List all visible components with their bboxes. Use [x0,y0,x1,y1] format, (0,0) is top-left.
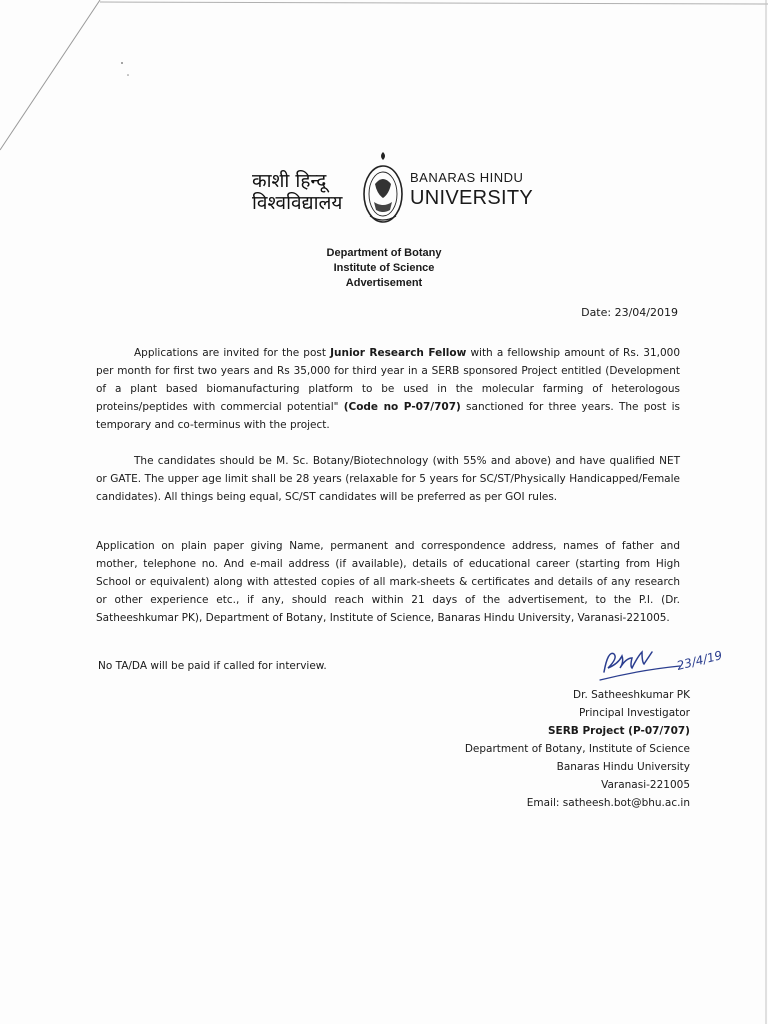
university-seal-icon [360,150,406,228]
para1-text-c: sanctioned for three years. The post is temporary and co-terminus with the project. [96,401,680,431]
paragraph-application [96,537,680,627]
signatory-university: Banaras Hindu University [556,761,690,773]
university-name-hindi [252,170,360,214]
hindi-name-line2: विश्वविद्यालय [252,192,343,214]
document-date: Date: 23/04/2019 [581,306,678,319]
paragraph-post-details [96,344,680,434]
signatory-email: Email: satheesh.bot@bhu.ac.in [526,797,690,809]
signatory-project: SERB Project (P-07/707) [547,725,690,737]
signatory-role: Principal Investigator [579,707,690,719]
department-heading: Department of Botany [326,247,442,259]
no-ta-da-note: No TA/DA will be paid if called for interview. [98,660,327,672]
para1-text-a: Applications are invited for the post [134,347,331,359]
english-name-line1: BANARAS HINDU [410,170,524,185]
para1-text-b: with a fellowship amount of Rs. 31,000 per month for first two years and Rs 35,000 for third year in a SERB sponsored Project entitled (Development of a plant based biomanufacturing platform to be used in the molecular farming of heterologous proteins/peptides with commercial potential" [96,347,681,413]
para2-text: The candidates should be M. Sc. Botany/Biotechnology (with 55% and above) and have qualified NET or GATE. The upper age limit shall be 28 years (relaxable for 5 years for SC/ST/Physically Handicapped/Female candidates). All things being equal, SC/ST candidates will be preferred as per GOI rules. [96,455,680,503]
paragraph-eligibility [96,452,680,506]
university-name-english [410,170,533,210]
university-letterhead [252,150,532,230]
english-name-line2: UNIVERSITY [410,187,534,209]
para3-text: Application on plain paper giving Name, permanent and correspondence address, names of father and mother, telephone no. And e-mail address (if available), details of educational career (starting from High School or equivalent) along with attested copies of all mark-sheets & certificates and details of any research or other experience etc., if any, should reach within 21 days of the advertisement, to the P.I. (Dr. Satheeshkumar PK), Department of Botany, Institute of Science, Banaras Hindu University, Varanasi-221005. [96,540,680,624]
advertisement-title: Advertisement [345,277,423,289]
hindi-name-line1: काशी हिन्दू [252,170,327,192]
signatory-name: Dr. Satheeshkumar PK [573,689,690,701]
signatory-block [465,686,690,812]
document-heading [0,246,768,291]
signatory-department: Department of Botany, Institute of Science [464,743,690,755]
project-code: (Code no P-07/707) [343,401,461,413]
institute-heading: Institute of Science [333,262,435,274]
signature-date: 23/4/19 [675,648,724,673]
post-title: Junior Research Fellow [330,347,467,359]
handwritten-signature [596,640,736,684]
signatory-city: Varanasi-221005 [601,779,690,791]
